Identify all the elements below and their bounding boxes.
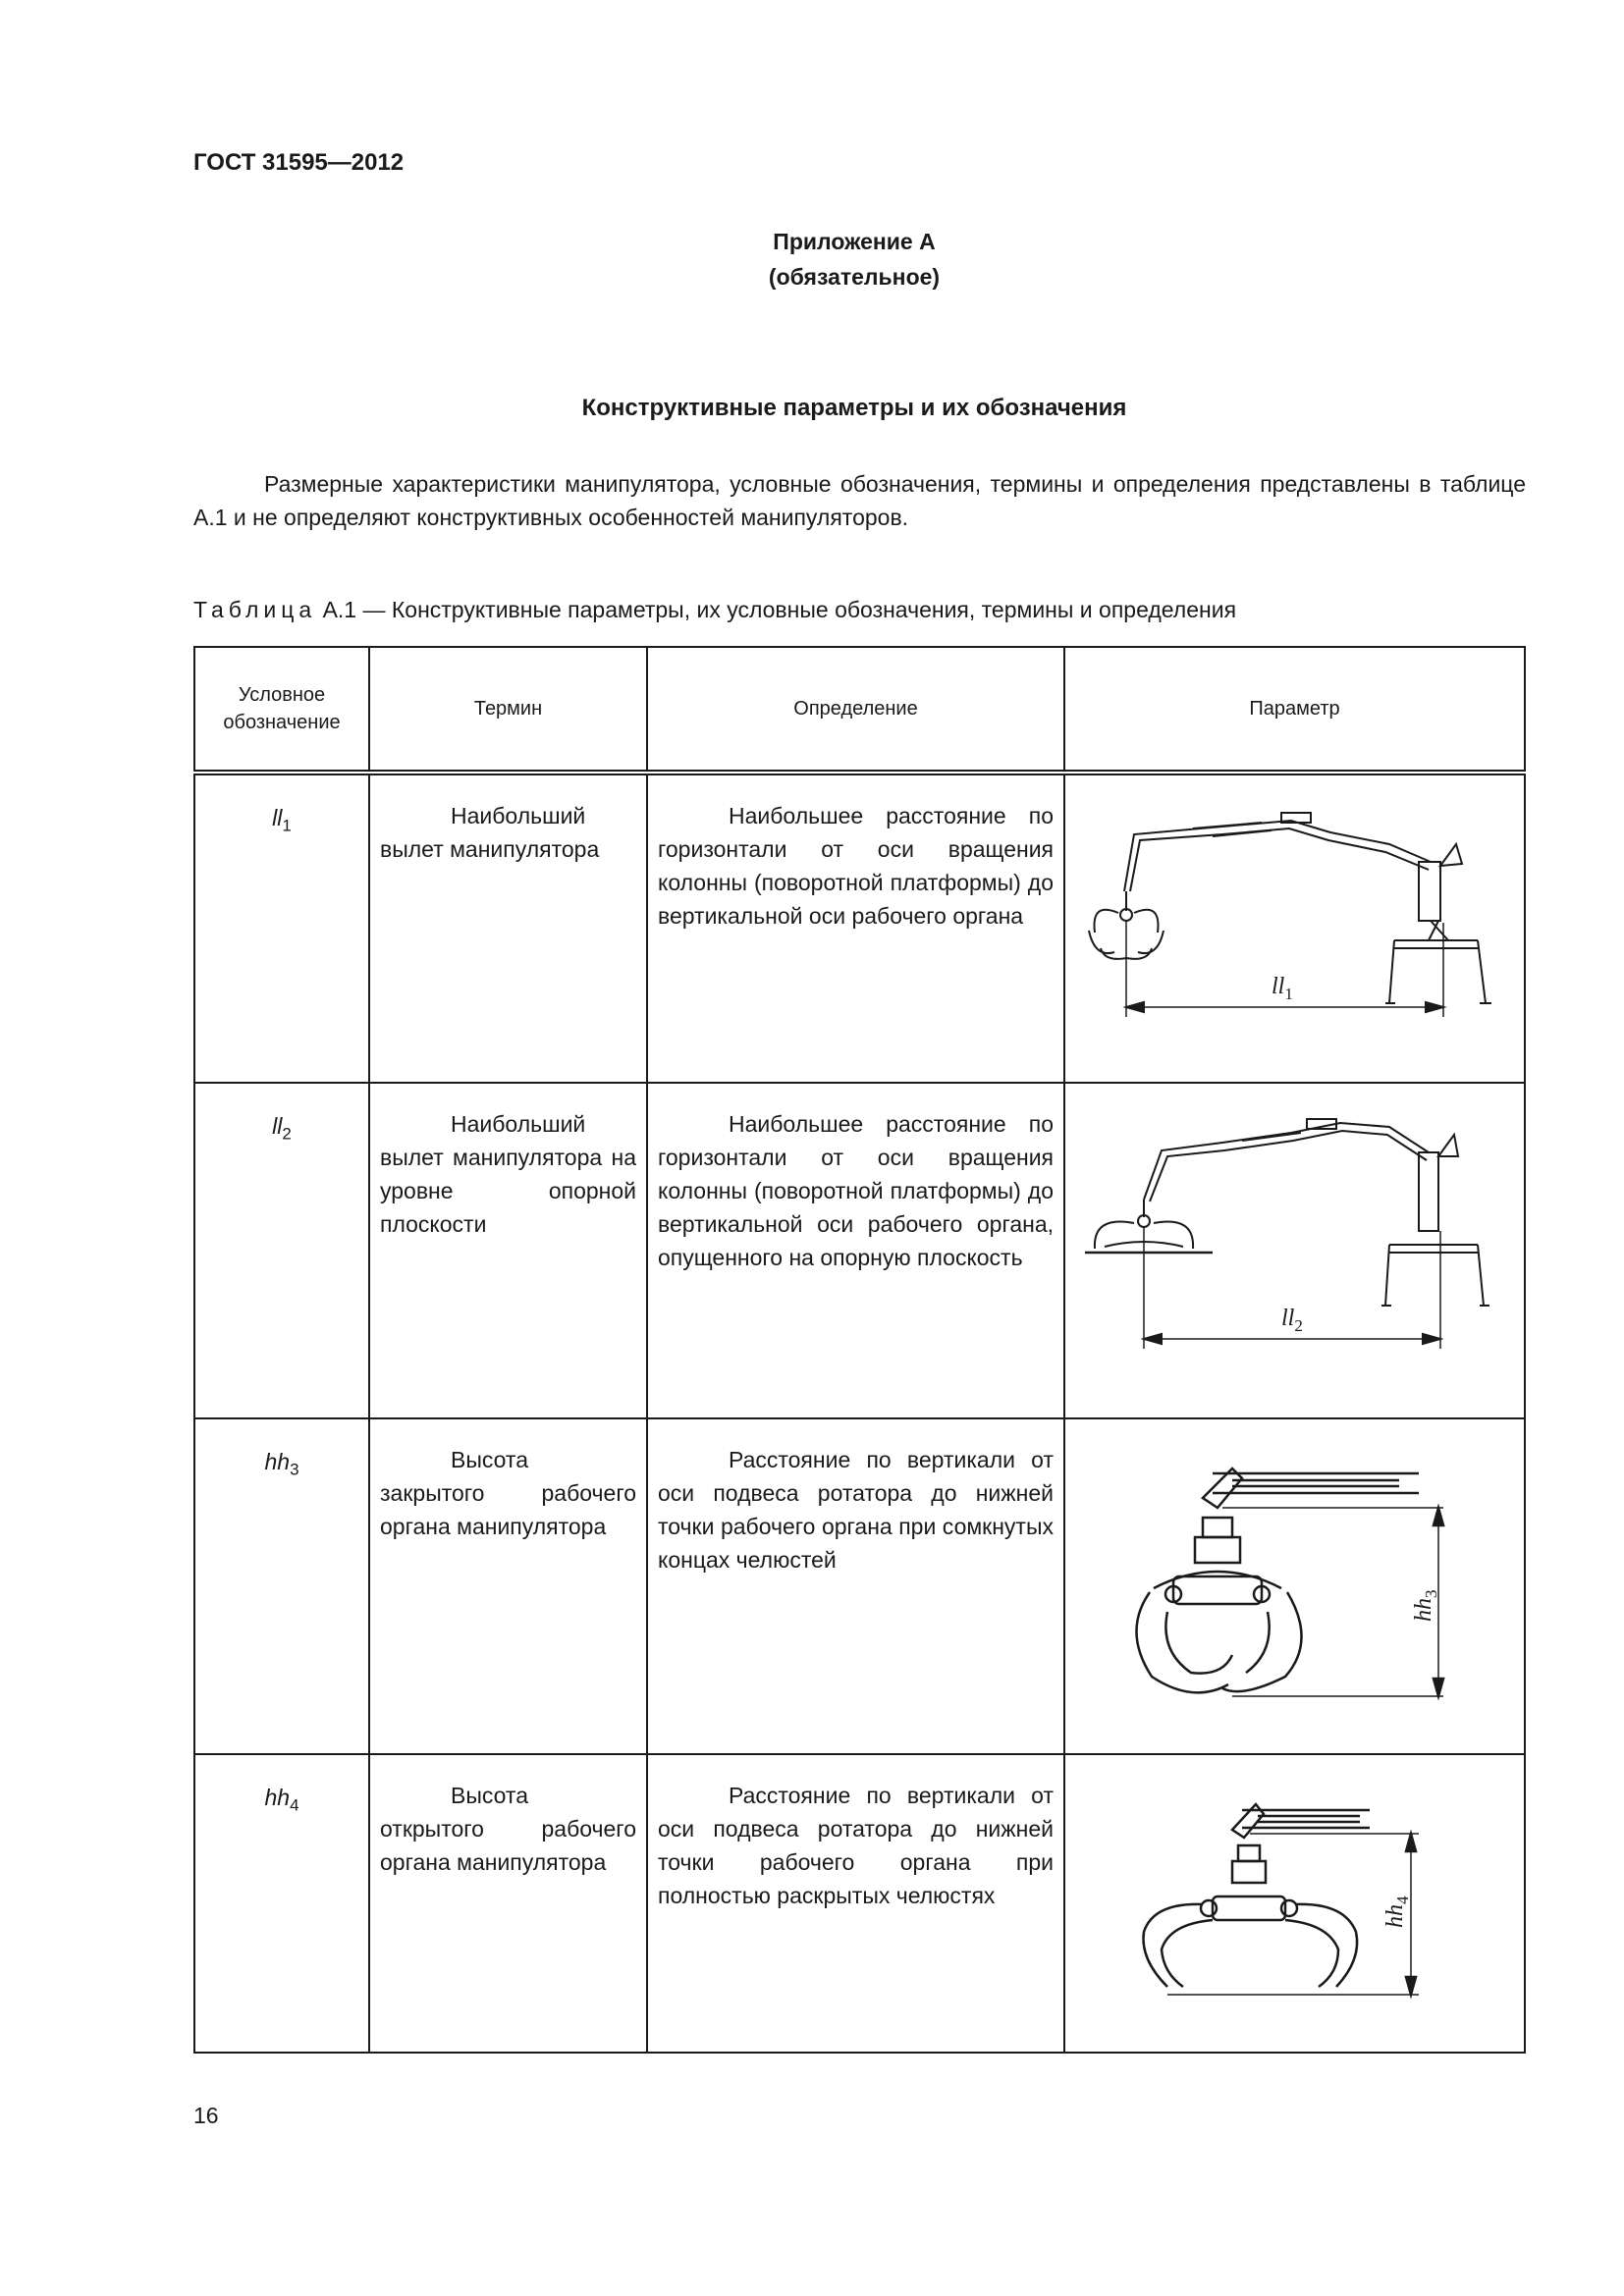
term-cell: Наибольший вылет манипулятора	[369, 773, 647, 1083]
symbol-cell	[194, 1754, 369, 2053]
symbol-subscript: 3	[290, 1460, 299, 1479]
symbol-subscript: 4	[290, 1795, 299, 1815]
grapple-jaws	[1136, 1592, 1228, 1692]
appendix-heading	[0, 224, 1624, 294]
definition-cell: Наибольшее расстояние по горизонтали от оси вращения колонны (поворотной платформы) до вертикальной оси рабочего органа, опущенного на опорную плоскость	[647, 1083, 1064, 1418]
dimension-label: $hh_3$	[1411, 1589, 1440, 1622]
table-row	[194, 1754, 1525, 2053]
crane-column	[1419, 1152, 1438, 1231]
page-number: 16	[193, 2103, 219, 2128]
dimension-label: $ll_2$	[1281, 1306, 1303, 1335]
definition-cell: Расстояние по вертикали от оси подвеса ротатора до нижней точки рабочего органа при сомкнутых концах челюстей	[647, 1418, 1064, 1754]
term-cell: Высота закрытого рабочего органа манипулятора	[369, 1418, 647, 1754]
boom-arm	[1124, 821, 1431, 891]
table-caption-label: Таблица	[193, 597, 317, 622]
parameter-figure-cell	[1064, 1418, 1525, 1754]
header-definition: Определение	[647, 647, 1064, 773]
crane-column	[1419, 862, 1440, 921]
symbol-cell	[194, 773, 369, 1083]
symbol-cell	[194, 1418, 369, 1754]
grapple-jaws	[1144, 1904, 1204, 1987]
dimension-label: $ll_1$	[1272, 974, 1293, 1003]
symbol-subscript: 1	[282, 816, 292, 835]
intro-paragraph: Размерные характеристики манипулятора, условные обозначения, термины и определения представлены в таблице А.1 и не определяют конструктивных особенностей манипуляторов.	[193, 471, 1526, 530]
definition-cell: Наибольшее расстояние по горизонтали от оси вращения колонны (поворотной платформы) до вертикальной оси рабочего органа	[647, 773, 1064, 1083]
table-caption-text: А.1 — Конструктивные параметры, их условные обозначения, термины и определения	[316, 597, 1237, 622]
symbol-text: ll	[272, 1113, 283, 1139]
table-caption	[193, 597, 1236, 623]
symbol-cell	[194, 1083, 369, 1418]
closed-grapple-figure	[1065, 1419, 1522, 1753]
parameter-figure-cell	[1064, 773, 1525, 1083]
symbol-text: hh	[264, 1785, 291, 1810]
document-id: ГОСТ 31595—2012	[193, 149, 405, 176]
term-cell: Высота открытого рабочего органа манипулятора	[369, 1754, 647, 2053]
rotator	[1232, 1861, 1266, 1883]
table-row	[194, 1418, 1525, 1754]
parameter-figure-cell	[1064, 1754, 1525, 2053]
rotator	[1195, 1537, 1240, 1563]
parameters-table	[193, 646, 1526, 2054]
dimension-label: $hh_4$	[1382, 1896, 1412, 1928]
crane-ground-reach-figure	[1065, 1084, 1522, 1417]
symbol-subscript: 2	[282, 1124, 292, 1144]
appendix-title: Приложение А	[773, 229, 936, 254]
open-grapple-figure	[1065, 1755, 1522, 2050]
section-title: Конструктивные параметры и их обозначения	[581, 395, 1127, 421]
appendix-status: (обязательное)	[768, 264, 941, 290]
header-parameter: Параметр	[1064, 647, 1525, 773]
parameter-figure-cell	[1064, 1083, 1525, 1418]
symbol-text: ll	[272, 805, 283, 830]
header-term: Термин	[369, 647, 647, 773]
boom-tip	[1213, 1473, 1419, 1493]
table-row	[194, 1083, 1525, 1418]
symbol-text: hh	[264, 1449, 291, 1474]
header-symbol: Условное обозначение	[194, 647, 369, 773]
table-row	[194, 773, 1525, 1083]
term-cell: Наибольший вылет манипулятора на уровне опорной плоскости	[369, 1083, 647, 1418]
crane-reach-figure	[1065, 775, 1522, 1082]
table-header-row	[194, 647, 1525, 773]
definition-cell: Расстояние по вертикали от оси подвеса ротатора до нижней точки рабочего органа при полностью раскрытых челюстях	[647, 1754, 1064, 2053]
